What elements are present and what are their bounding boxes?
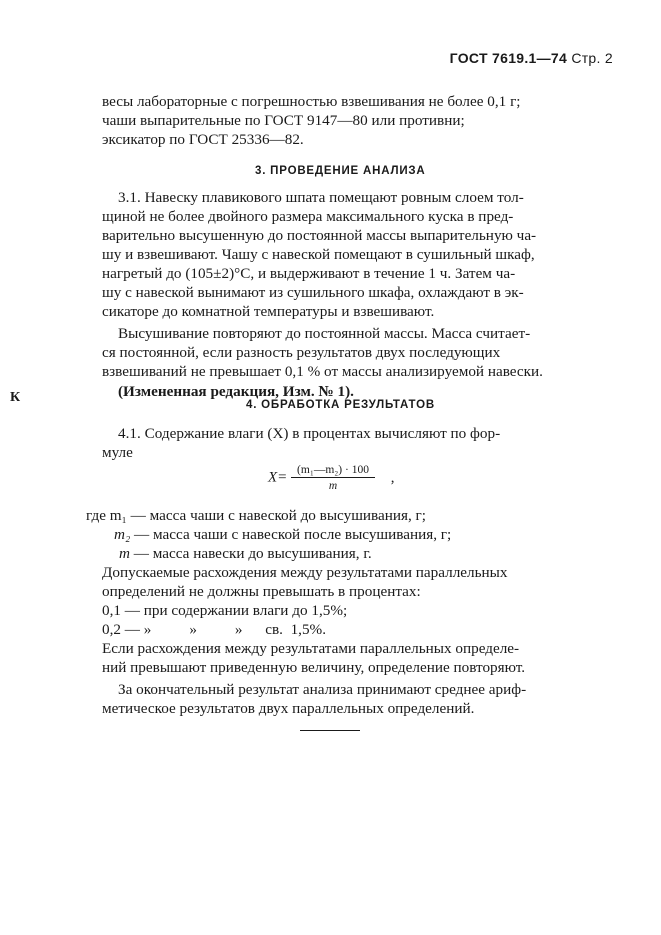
- page-number: Стр. 2: [571, 50, 613, 66]
- where-line-3: [119, 544, 372, 563]
- formula-denominator: m: [328, 480, 338, 492]
- end-rule: [300, 730, 360, 731]
- intro-line-2: чаши выпарительные по ГОСТ 9147—80 или противни;: [102, 112, 465, 129]
- tolerance-row-1: [102, 601, 347, 620]
- where-line-2: [114, 525, 451, 544]
- formula-numerator: (m₁—m₂) · 100: [291, 464, 375, 478]
- s3-p1-line-1: 3.1. Навеску плавикового шпата помещают ровным слоем тол-: [118, 189, 524, 206]
- final-line-2: метическое результатов двух параллельных определений.: [102, 700, 475, 717]
- margin-mark: К: [10, 390, 21, 405]
- where-desc: — масса чаши с навеской до высушивания, г;: [130, 507, 427, 524]
- s3-p1-line-4: шу и взвешивают. Чашу с навеской помещают в сушильный шкаф,: [102, 246, 535, 263]
- page-header: [450, 50, 613, 66]
- s4-p1-line-2: муле: [102, 444, 133, 461]
- formula-tail: ,: [390, 469, 395, 486]
- tolerance-condition: при содержании влаги до 1,5%;: [143, 602, 348, 619]
- where-symbol: где m₁: [86, 507, 127, 524]
- s3-p2-line-1: Высушивание повторяют до постоянной массы. Масса считает-: [118, 325, 531, 342]
- s3-p1-line-3: варительно высушенную до постоянной массы выпарительную ча-: [102, 227, 537, 244]
- section-3-title: 3. ПРОВЕДЕНИЕ АНАЛИЗА: [255, 165, 426, 177]
- tolerance-condition: » » » св. 1,5%.: [143, 621, 327, 638]
- where-desc: — масса навески до высушивания, г.: [133, 545, 372, 562]
- s3-p2-line-3: взвешиваний не превышает 0,1 % от массы анализируемой навески.: [102, 363, 543, 380]
- repeat-line-1: Если расхождения между результатами параллельных определе-: [102, 640, 520, 657]
- tolerance-value: 0,2 —: [102, 621, 140, 638]
- where-symbol: m₂: [114, 526, 131, 543]
- tolerance-intro-line-2: определений не должны превышать в процентах:: [102, 583, 421, 600]
- s3-p1-line-7: сикаторе до комнатной температуры и взвешивают.: [102, 303, 435, 320]
- amendment-note: (Измененная редакция, Изм. № 1).: [118, 383, 354, 400]
- intro-line-1: весы лабораторные с погрешностью взвешивания не более 0,1 г;: [102, 93, 521, 110]
- repeat-line-2: ний превышают приведенную величину, определение повторяют.: [102, 659, 526, 676]
- where-line-1: [86, 506, 426, 525]
- where-desc: — масса чаши с навеской после высушивания, г;: [134, 526, 452, 543]
- tolerance-value: 0,1 —: [102, 602, 140, 619]
- s3-p1-line-2: щиной не более двойного размера максимального куска в пред-: [102, 208, 514, 225]
- s3-p1-line-6: шу с навеской вынимают из сушильного шкафа, охлаждают в эк-: [102, 284, 524, 301]
- moisture-formula: [268, 464, 394, 492]
- tolerance-intro-line-1: Допускаемые расхождения между результатами параллельных: [102, 564, 508, 581]
- intro-line-3: эксикатор по ГОСТ 25336—82.: [102, 131, 304, 148]
- s3-p2-line-2: ся постоянной, если разность результатов двух последующих: [102, 344, 501, 361]
- where-symbol: m: [119, 545, 130, 562]
- final-line-1: За окончательный результат анализа принимают среднее ариф-: [118, 681, 527, 698]
- s3-p1-line-5: нагретый до (105±2)°C, и выдерживают в течение 1 ч. Затем ча-: [102, 265, 516, 282]
- standard-number: ГОСТ 7619.1—74: [449, 50, 568, 66]
- formula-fraction: [291, 464, 375, 492]
- tolerance-row-2: [102, 620, 326, 639]
- formula-lhs: X=: [268, 469, 288, 486]
- s4-p1-line-1: 4.1. Содержание влаги (X) в процентах вычисляют по фор-: [118, 425, 501, 442]
- section-4-title: 4. ОБРАБОТКА РЕЗУЛЬТАТОВ: [246, 399, 435, 411]
